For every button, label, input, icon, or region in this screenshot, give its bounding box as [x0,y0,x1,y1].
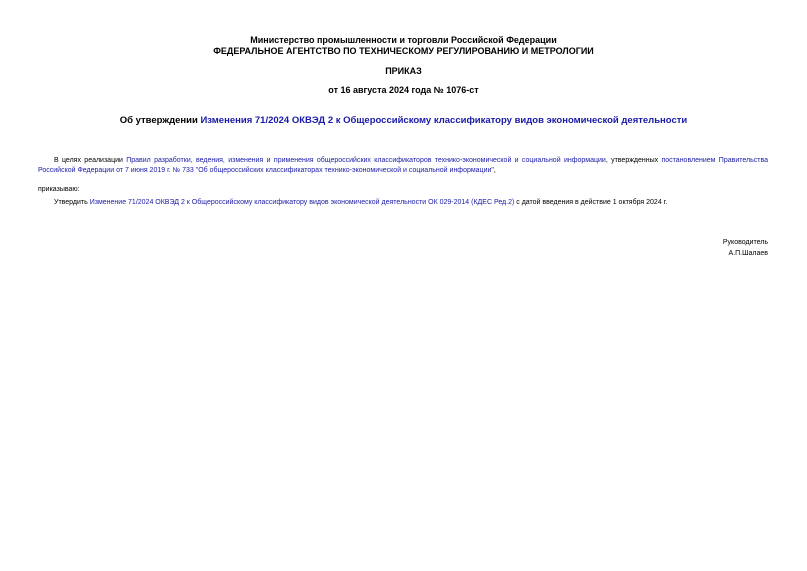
rules-link[interactable]: Правил разработки, ведения, изменения и применения общероссийских классификаторов технико-экономической и социальной информации [126,157,606,164]
signature-title: Руководитель [722,239,768,246]
document-type: ПРИКАЗ [385,66,422,76]
signature-name: А.П.Шалаев [728,250,768,257]
ministry-name: Министерство промышленности и торговли Российской Федерации [250,35,557,45]
paragraph-approve [38,198,768,208]
para1-text3: , [493,167,496,174]
subject-link[interactable]: Изменения 71/2024 ОКВЭД 2 к Общероссийскому классификатору видов экономической деятельности [200,115,688,126]
document-subject [0,115,807,127]
para1-text1: В целях реализации [54,157,127,164]
agency-name: ФЕДЕРАЛЬНОЕ АГЕНТСТВО ПО ТЕХНИЧЕСКОМУ РЕГУЛИРОВАНИЮ И МЕТРОЛОГИИ [213,46,594,56]
para2-text2: с датой введения в действие 1 октября 2024 г. [514,199,668,206]
resolution-link[interactable]: постановлением Правительства Российской Федерации от 7 июня 2019 г. № 733 "Об общероссийских классификаторах технико-экономической и социальной информации" [38,157,769,174]
document-date-number: от 16 августа 2024 года № 1076-ст [328,85,479,95]
change-link[interactable]: Изменение 71/2024 ОКВЭД 2 к Общероссийскому классификатору видов экономической деятельности ОК 029-2014 (КДЕС Ред.2) [89,199,515,206]
subject-prefix: Об утверждении [119,115,201,126]
para1-text2: , утвержденных [605,157,662,164]
order-word: приказываю: [38,186,80,193]
paragraph-purpose [38,156,768,176]
para2-text1: Утвердить [54,199,90,206]
